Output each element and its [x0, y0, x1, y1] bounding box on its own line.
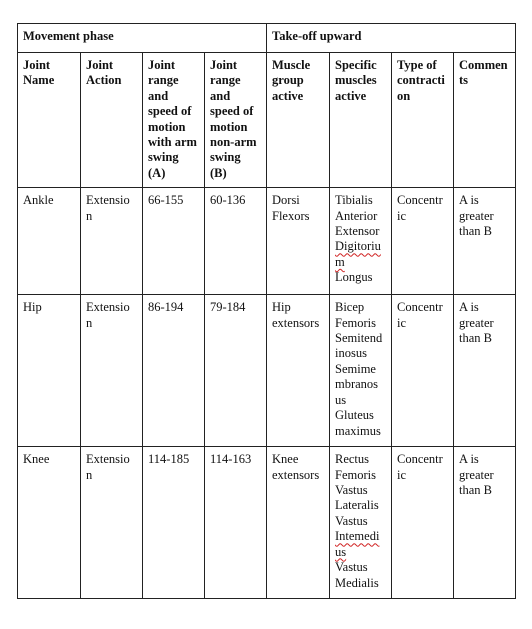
header-row [18, 53, 516, 188]
cell-range-non-arm-swing: 114-163 [205, 447, 267, 599]
phase-value-cell: Take-off upward [267, 24, 516, 53]
cell-joint-action: Extensio n [81, 295, 143, 447]
cell-joint-action: Extensio n [81, 447, 143, 599]
cell-joint-name: Knee [18, 447, 81, 599]
cell-range-non-arm-swing: 79-184 [205, 295, 267, 447]
spellcheck-underline[interactable]: Intemedi [335, 529, 380, 544]
cell-specific-muscles: Bicep Femoris Semitend inosus Semime mbranos us Gluteus maximus [330, 295, 392, 447]
header-joint-action: Joint Action [81, 53, 143, 188]
header-muscle-group: Muscle group active [267, 53, 330, 188]
table-row-knee [18, 447, 516, 599]
cell-range-non-arm-swing: 60-136 [205, 188, 267, 295]
cell-range-arm-swing: 66-155 [143, 188, 205, 295]
cell-comments: A is greater than B [454, 188, 516, 295]
cell-contraction-type: Concentr ic [392, 188, 454, 295]
cell-range-arm-swing: 114-185 [143, 447, 205, 599]
spellcheck-underline[interactable]: m [335, 254, 345, 269]
cell-contraction-type: Concentr ic [392, 447, 454, 599]
header-range-non-arm-swing: Joint range and speed of motion non-arm swing (B) [205, 53, 267, 188]
cell-comments: A is greater than B [454, 447, 516, 599]
header-contraction-type: Type of contracti on [392, 53, 454, 188]
cell-muscle-group: Dorsi Flexors [267, 188, 330, 295]
header-range-arm-swing: Joint range and speed of motion with arm swing (A) [143, 53, 205, 188]
cell-joint-action: Extensio n [81, 188, 143, 295]
cell-muscle-group: Hip extensors [267, 295, 330, 447]
spellcheck-underline[interactable]: Digitoriu [335, 239, 381, 254]
cell-joint-name: Ankle [18, 188, 81, 295]
spellcheck-underline[interactable]: us [335, 544, 347, 559]
table-row-ankle [18, 188, 516, 295]
movement-analysis-table [17, 23, 516, 599]
table-row-hip [18, 295, 516, 447]
header-joint-name: Joint Name [18, 53, 81, 188]
cell-specific-muscles: Rectus Femoris Vastus Lateralis Vastus Intemedi us Vastus Medialis [330, 447, 392, 599]
phase-label-cell: Movement phase [18, 24, 267, 53]
cell-muscle-group: Knee extensors [267, 447, 330, 599]
cell-range-arm-swing: 86-194 [143, 295, 205, 447]
phase-row [18, 24, 516, 53]
cell-contraction-type: Concentr ic [392, 295, 454, 447]
header-specific-muscles: Specific muscles active [330, 53, 392, 188]
cell-specific-muscles: Tibialis Anterior Extensor Digitoriu m Longus [330, 188, 392, 295]
cell-comments: A is greater than B [454, 295, 516, 447]
cell-joint-name: Hip [18, 295, 81, 447]
header-comments: Commen ts [454, 53, 516, 188]
